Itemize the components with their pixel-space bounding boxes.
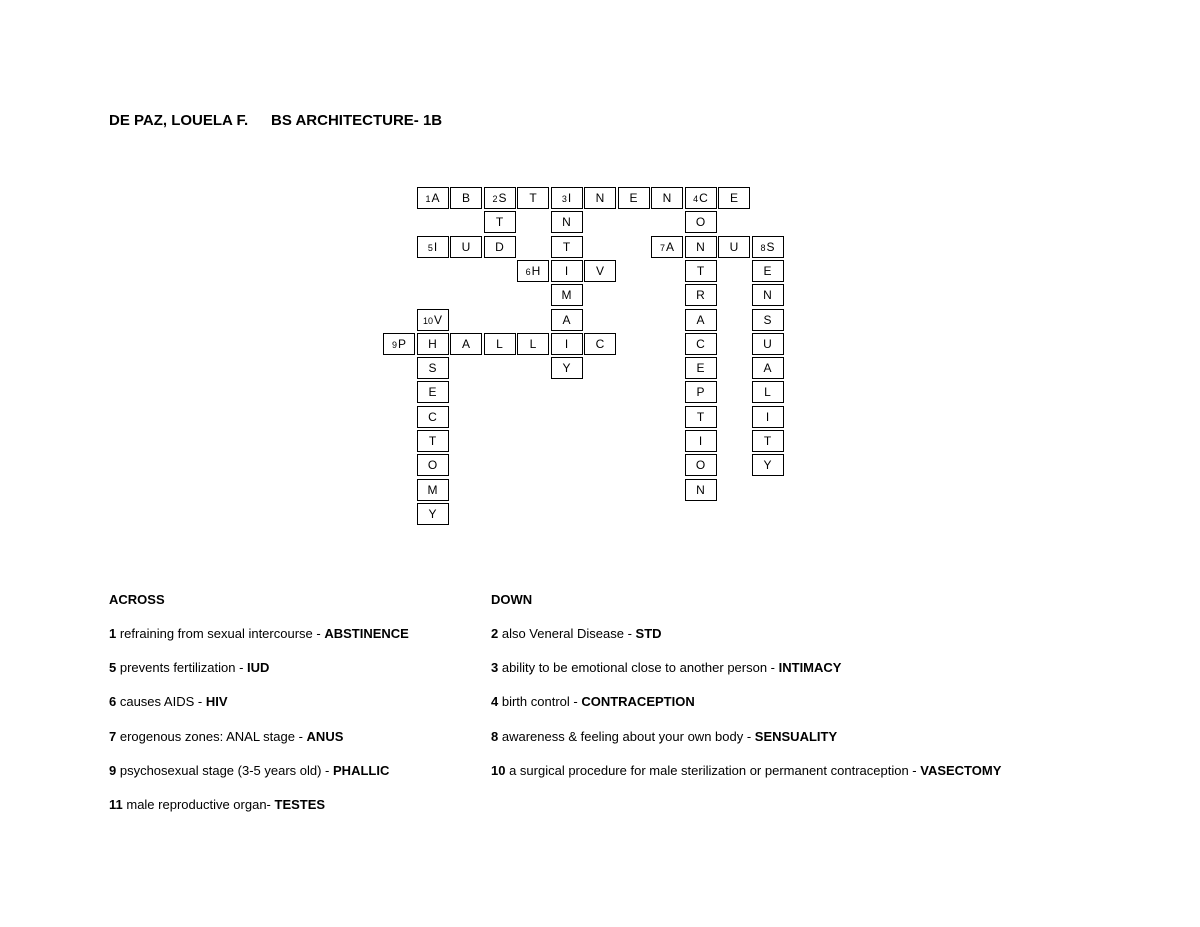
- crossword-cell: [584, 260, 616, 282]
- cell-letter: T: [529, 191, 537, 205]
- crossword-cell: [752, 381, 784, 403]
- clue-number: 7: [109, 728, 117, 744]
- clue-number: 7: [659, 242, 665, 253]
- crossword-cell: [551, 309, 583, 331]
- clue-answer: INTIMACY: [778, 660, 842, 676]
- cell-letter: S: [766, 239, 775, 254]
- clue-number: 9: [109, 762, 117, 778]
- clue-answer: CONTRACEPTION: [581, 694, 695, 710]
- cell-letter: B: [461, 191, 470, 205]
- cell-letter: U: [461, 239, 471, 254]
- cell-letter: V: [595, 263, 604, 278]
- clue-number: 1: [109, 626, 117, 641]
- clue-number: 8: [491, 728, 499, 744]
- crossword-cell: [450, 236, 482, 258]
- cell-letter: H: [428, 336, 437, 351]
- clue-text: awareness & feeling about your own body -: [498, 728, 755, 744]
- cell-letter: C: [428, 409, 437, 424]
- crossword-cell: [417, 406, 449, 428]
- crossword-cell: [752, 284, 784, 306]
- crossword-cell: [450, 333, 482, 355]
- crossword-cell: [584, 333, 616, 355]
- crossword-cell: [417, 479, 449, 501]
- cell-letter: A: [696, 312, 705, 327]
- crossword-cell: [685, 357, 717, 379]
- cell-letter: A: [562, 312, 571, 327]
- clue-item: [109, 729, 343, 744]
- cell-letter: N: [562, 215, 571, 230]
- crossword-cell: [383, 333, 415, 355]
- crossword-cell: [685, 381, 717, 403]
- clue-text: refraining from sexual intercourse -: [116, 626, 325, 641]
- crossword-cell: [517, 333, 549, 355]
- crossword-cell: [685, 187, 717, 209]
- crossword-cell: [718, 236, 750, 258]
- cell-letter: Y: [428, 506, 437, 521]
- cell-letter: N: [696, 239, 705, 254]
- cell-letter: U: [763, 336, 772, 351]
- clue-number: 2: [491, 626, 499, 641]
- crossword-cell: [685, 260, 717, 282]
- crossword-cell: [450, 187, 482, 209]
- cell-letter: N: [763, 288, 772, 303]
- clue-item: [109, 694, 228, 709]
- crossword-cell: [618, 187, 650, 209]
- cell-letter: T: [696, 263, 705, 278]
- cell-letter: E: [763, 263, 772, 278]
- clue-answer: IUD: [247, 660, 270, 676]
- cell-letter: Y: [763, 458, 772, 473]
- crossword-cell: [718, 187, 750, 209]
- crossword-cell: [484, 211, 516, 233]
- crossword-cell: [417, 430, 449, 452]
- crossword-cell: [685, 430, 717, 452]
- crossword-cell: [752, 333, 784, 355]
- crossword-cell: [752, 454, 784, 476]
- crossword-cell: [685, 406, 717, 428]
- clue-number: 3: [561, 194, 567, 204]
- clue-number: 8: [760, 242, 766, 253]
- cell-letter: S: [428, 361, 437, 376]
- clue-answer: ABSTINENCE: [324, 626, 409, 641]
- clue-number: 2: [492, 194, 498, 204]
- crossword-cell: [417, 187, 449, 209]
- crossword-cell: [685, 211, 717, 233]
- crossword-cell: [551, 284, 583, 306]
- crossword-cell: [417, 357, 449, 379]
- crossword-cell: [484, 333, 516, 355]
- cell-letter: L: [529, 336, 537, 351]
- clue-number: 1: [425, 194, 431, 204]
- crossword-cell: [417, 454, 449, 476]
- clue-text: male reproductive organ-: [122, 797, 275, 812]
- cell-letter: M: [561, 288, 572, 303]
- cell-letter: I: [564, 263, 569, 278]
- cell-letter: A: [763, 361, 772, 376]
- crossword-cell: [551, 333, 583, 355]
- crossword-cell: [517, 260, 549, 282]
- cell-letter: P: [696, 385, 705, 400]
- cell-letter: V: [434, 312, 443, 327]
- cell-letter: H: [531, 263, 541, 278]
- crossword-cell: [417, 309, 449, 331]
- clue-text: also Veneral Disease -: [498, 626, 636, 641]
- cell-letter: O: [695, 458, 706, 473]
- cell-letter: T: [763, 434, 772, 448]
- crossword-cell: [752, 260, 784, 282]
- clue-text: prevents fertilization -: [116, 660, 248, 676]
- down-heading: DOWN: [491, 592, 533, 607]
- clue-number: 3: [491, 660, 499, 676]
- clue-number: 10: [422, 315, 433, 326]
- clue-number: 4: [491, 694, 499, 710]
- cell-letter: U: [729, 239, 739, 254]
- crossword-cell: [417, 503, 449, 525]
- cell-letter: N: [662, 191, 672, 205]
- crossword-cell: [685, 479, 717, 501]
- cell-letter: I: [564, 336, 569, 351]
- crossword-cell: [651, 236, 683, 258]
- cell-letter: T: [696, 409, 705, 424]
- crossword-cell: [651, 187, 683, 209]
- cell-letter: C: [595, 336, 605, 351]
- cell-letter: I: [567, 191, 572, 205]
- cell-letter: A: [461, 336, 470, 351]
- clue-item: [109, 763, 389, 778]
- across-heading: ACROSS: [109, 592, 165, 607]
- clue-item: [491, 660, 841, 675]
- crossword-cell: [685, 236, 717, 258]
- crossword-cell: [752, 236, 784, 258]
- cell-letter: R: [696, 288, 705, 303]
- cell-letter: I: [433, 239, 438, 254]
- clue-text: birth control -: [498, 694, 582, 710]
- crossword-cell: [752, 357, 784, 379]
- cell-letter: N: [696, 482, 705, 497]
- cell-letter: E: [729, 191, 738, 205]
- clue-text: a surgical procedure for male sterilization or permanent contraception -: [505, 762, 921, 778]
- cell-letter: S: [763, 312, 772, 327]
- cell-letter: O: [427, 458, 438, 473]
- cell-letter: E: [696, 361, 705, 376]
- clue-number: 11: [109, 797, 123, 812]
- clue-item: [491, 763, 1001, 778]
- crossword-cell: [484, 236, 516, 258]
- cell-letter: O: [695, 215, 706, 230]
- crossword-cell: [551, 357, 583, 379]
- cell-letter: P: [398, 336, 407, 351]
- clue-item: [491, 626, 662, 641]
- clue-answer: PHALLIC: [333, 762, 390, 778]
- clue-item: [109, 626, 409, 641]
- crossword-cell: [685, 284, 717, 306]
- clue-number: 5: [109, 660, 117, 676]
- clue-answer: SENSUALITY: [754, 728, 838, 744]
- crossword-cell: [551, 236, 583, 258]
- cell-letter: E: [428, 385, 437, 400]
- clue-item: [491, 729, 837, 744]
- clue-answer: VASECTOMY: [920, 762, 1002, 778]
- clue-answer: TESTES: [274, 797, 326, 812]
- program-label: BS ARCHITECTURE- 1B: [271, 112, 443, 129]
- clue-number: 5: [427, 242, 433, 253]
- cell-letter: L: [764, 385, 771, 400]
- clue-number: 6: [109, 694, 117, 710]
- crossword-cell: [685, 454, 717, 476]
- clue-text: causes AIDS -: [116, 694, 206, 710]
- cell-letter: A: [431, 191, 440, 205]
- crossword-cell: [484, 187, 516, 209]
- clue-answer: HIV: [205, 694, 228, 710]
- cell-letter: D: [495, 239, 504, 254]
- clue-number: 10: [491, 762, 506, 778]
- clue-text: psychosexual stage (3-5 years old) -: [116, 762, 334, 778]
- cell-letter: C: [696, 336, 705, 351]
- cell-letter: L: [496, 336, 503, 351]
- crossword-cell: [584, 187, 616, 209]
- crossword-cell: [517, 187, 549, 209]
- clue-answer: STD: [635, 626, 662, 641]
- cell-letter: T: [428, 434, 437, 448]
- cell-letter: A: [666, 239, 675, 254]
- clue-item: [109, 660, 269, 675]
- clue-text: ability to be emotional close to another person -: [498, 660, 779, 676]
- cell-letter: Y: [562, 361, 571, 376]
- crossword-cell: [551, 187, 583, 209]
- crossword-cell: [551, 211, 583, 233]
- clue-answer: ANUS: [306, 728, 344, 744]
- cell-letter: M: [427, 482, 438, 497]
- clue-item: [491, 694, 695, 709]
- clue-number: 6: [525, 266, 531, 277]
- crossword-cell: [685, 333, 717, 355]
- cell-letter: C: [699, 191, 708, 205]
- clue-number: 9: [391, 339, 397, 350]
- clue-text: erogenous zones: ANAL stage -: [116, 728, 307, 744]
- crossword-cell: [752, 309, 784, 331]
- clue-number: 4: [693, 194, 699, 204]
- crossword-cell: [417, 333, 449, 355]
- crossword-cell: [417, 381, 449, 403]
- cell-letter: S: [498, 191, 507, 205]
- crossword-cell: [551, 260, 583, 282]
- student-name: DE PAZ, LOUELA F.: [109, 112, 249, 129]
- crossword-cell: [752, 406, 784, 428]
- crossword-cell: [752, 430, 784, 452]
- cell-letter: T: [562, 239, 571, 254]
- cell-letter: I: [698, 434, 703, 448]
- cell-letter: T: [495, 215, 504, 230]
- cell-letter: I: [765, 409, 770, 424]
- cell-letter: N: [595, 191, 605, 205]
- cell-letter: E: [629, 191, 638, 205]
- clue-item: [109, 797, 325, 812]
- crossword-cell: [685, 309, 717, 331]
- crossword-cell: [417, 236, 449, 258]
